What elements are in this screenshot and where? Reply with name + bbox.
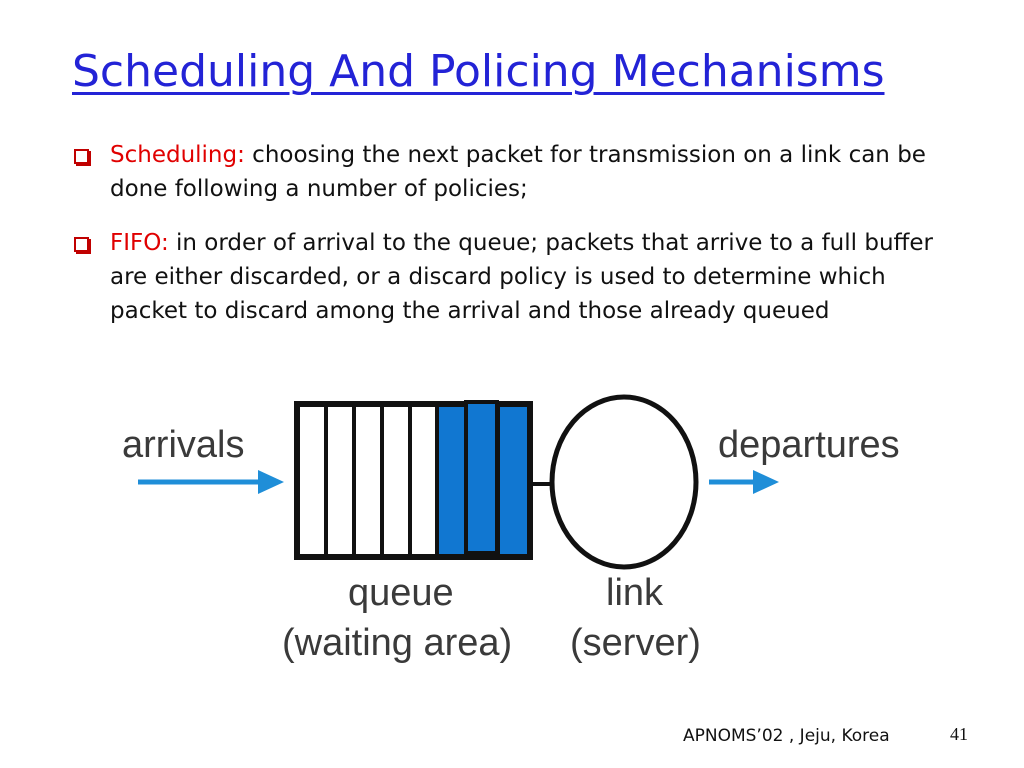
link-sublabel: (server) — [570, 622, 701, 664]
packet-slot — [466, 402, 497, 553]
checkbox-bullet-icon — [74, 237, 89, 252]
arrivals-label: arrivals — [122, 424, 245, 466]
queue-sublabel: (waiting area) — [282, 622, 513, 664]
departures-arrow-icon — [709, 470, 779, 494]
bullet-term: Scheduling: — [110, 142, 245, 168]
bullet-text: in order of arrival to the queue; packets that arrive to a full buffer are either discarded, or a discard policy is used to determine which packet to discard among the arrival and those already queued — [110, 230, 933, 324]
departures-label: departures — [718, 424, 900, 466]
queue-buffer — [297, 402, 530, 557]
link-server-circle — [552, 397, 696, 567]
fifo-queue-diagram — [0, 380, 1024, 680]
footer-text: APNOMS’02 , Jeju, Korea — [683, 726, 890, 746]
checkbox-bullet-icon — [74, 149, 89, 164]
bullet-term: FIFO: — [110, 230, 169, 256]
queue-label: queue — [348, 572, 454, 614]
slide-title: Scheduling And Policing Mechanisms — [72, 46, 885, 97]
bullet-fifo — [74, 226, 964, 328]
arrivals-arrow-icon — [138, 470, 284, 494]
bullet-scheduling — [74, 138, 964, 206]
bullet-list — [74, 138, 964, 348]
bullet-text: choosing the next packet for transmission on a link can be done following a number of policies; — [110, 142, 926, 202]
page-number: 41 — [950, 724, 968, 744]
link-label: link — [606, 572, 664, 614]
